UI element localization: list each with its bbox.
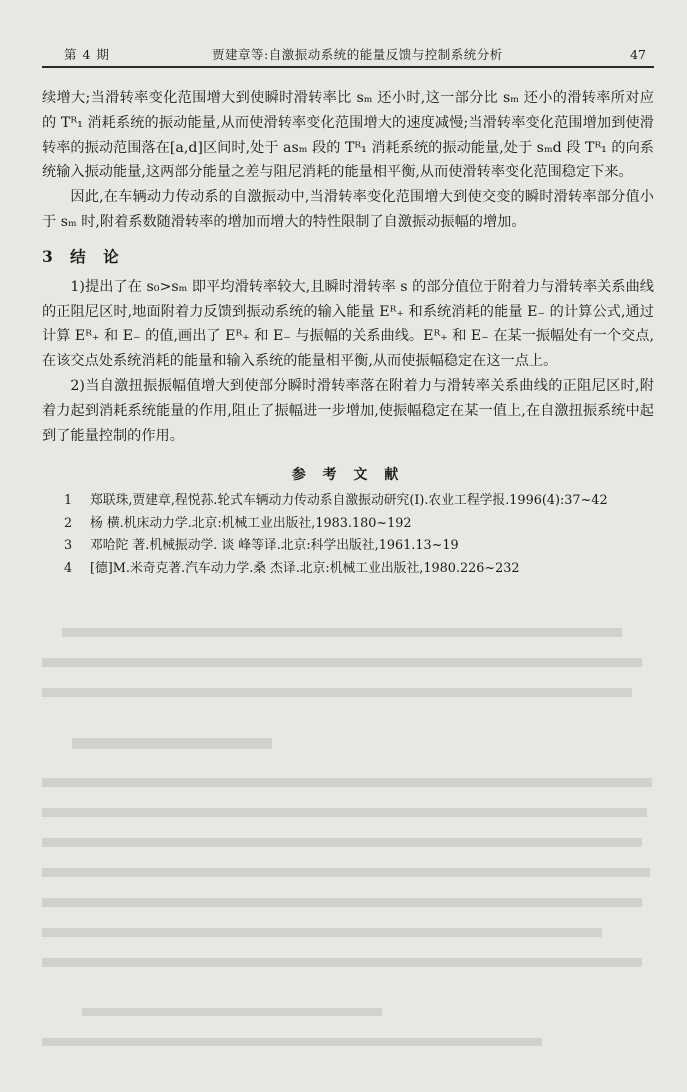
reference-text: [德]M.米奇克著.汽车动力学.桑 杰译.北京:机械工业出版社,1980.226~232	[90, 560, 520, 576]
bleed-lines	[42, 618, 654, 1068]
paragraph-conclusion-lead: 因此,在车辆动力传动系的自激振动中,当滑转率变化范围增大到使交变的瞬时滑转率部分值小于 sₘ 时,附着系数随滑转率的增加而增大的特性限制了自激振动振幅的增加。	[42, 189, 654, 230]
conclusion-item-2: 2)当自激扭振振幅值增大到使部分瞬时滑转率落在附着力与滑转率关系曲线的正阻尼区时,附着力起到消耗系统能量的作用,阻止了振幅进一步增加,使振幅稳定在某一值上,在自激扭振系统中起到了能量控制的作用。	[42, 377, 654, 444]
article-body	[42, 86, 654, 580]
issue-label: 第 4 期	[64, 47, 110, 62]
page-number: 47	[630, 47, 646, 62]
reference-number: 4	[64, 560, 73, 576]
reference-text: 邓哈陀 著.机械振动学. 谈 峰等译.北京:科学出版社,1961.13~19	[90, 538, 459, 554]
reference-number: 3	[64, 538, 73, 554]
section-heading-conclusions: 3 结 论	[42, 246, 125, 266]
running-title: 贾建章等:自激振动系统的能量反馈与控制系统分析	[212, 47, 503, 62]
reference-text: 杨 横.机床动力学.北京:机械工业出版社,1983.180~192	[90, 515, 412, 531]
reference-number: 1	[64, 493, 73, 509]
references-list	[42, 490, 654, 580]
reference-number: 2	[64, 515, 73, 531]
reference-item	[42, 513, 654, 536]
conclusion-item-1: 1)提出了在 s₀>sₘ 即平均滑转率较大,且瞬时滑转率 s 的部分值位于附着力与滑转率关系曲线的正阻尼区时,地面附着力反馈到振动系统的输入能量 Eᴿ₊ 和系统消耗的能量 E₋ 的计算公式,通过计算 Eᴿ₊ 和 E₋ 的值,画出了 Eᴿ₊ 和 E₋ 与振幅的关系曲线。Eᴿ₊ 和 E₋ 在某一振幅处有一个交点,在该交点处系统消耗的能量和输入系统的能量相平衡,从而使振幅稳定在这一点上。	[42, 278, 654, 370]
bleed-through-texture	[42, 618, 654, 1068]
references-heading: 参 考 文 献	[291, 467, 405, 484]
reference-text: 郑联珠,贾建章,程悦荪.轮式车辆动力传动系自激振动研究(Ⅰ).农业工程学报.1996(4):37~42	[90, 493, 608, 509]
running-header	[42, 44, 654, 68]
reference-item	[42, 558, 654, 581]
reference-item	[42, 490, 654, 513]
reference-item	[42, 535, 654, 558]
paragraph-continued: 续增大;当滑转率变化范围增大到使瞬时滑转率比 sₘ 还小时,这一部分比 sₘ 还小的滑转率所对应的 Tᴿ₁ 消耗系统的振动能量,从而使滑转率变化范围增大的速度减慢;当滑转率变化范围增加到使滑转率的振动范围落在[a,d]区间时,处于 asₘ 段的 Tᴿ₁ 消耗系统的振动能量,处于 sₘd 段 Tᴿ₁ 的向系统输入振动能量,这两部分能量之差与阻尼消耗的能量相平衡,从而使滑转率变化范围稳定下来。	[42, 90, 654, 181]
